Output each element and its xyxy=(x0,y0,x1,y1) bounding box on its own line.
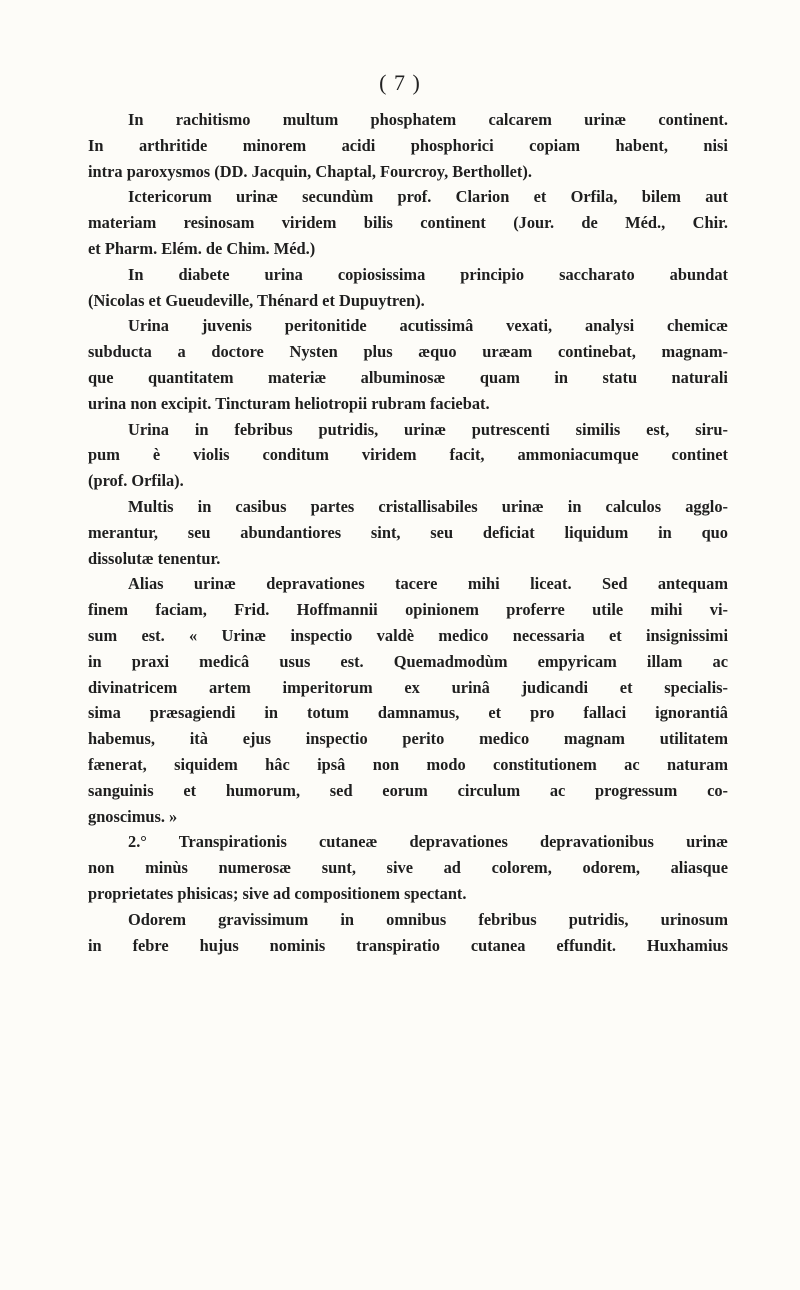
text-line: finem faciam, Frid. Hoffmannii opinionem proferre utile mihi vi- xyxy=(88,600,728,620)
text-line: Urina juvenis peritonitide acutissimâ vexati, analysi chemicæ xyxy=(128,316,728,336)
text-line: in praxi medicâ usus est. Quemadmodùm empyricam illam ac xyxy=(88,651,728,671)
text-line: divinatricem artem imperitorum ex urinâ judicandi et specialis- xyxy=(88,677,728,697)
text-line: dissolutæ tenentur. xyxy=(88,548,221,568)
text-line: sum est. « Urinæ inspectio valdè medico necessaria et insignissimi xyxy=(88,625,728,645)
text-line: (Nicolas et Gueudeville, Thénard et Dupuytren). xyxy=(88,290,425,310)
text-line: sanguinis et humorum, sed eorum circulum ac progressum co- xyxy=(88,780,728,800)
text-line: gnoscimus. » xyxy=(88,806,178,826)
text-line: sima præsagiendi in totum damnamus, et pro fallaci ignorantiâ xyxy=(88,703,728,723)
text-line: proprietates phisicas; sive ad compositionem spectant. xyxy=(88,883,467,903)
text-line: habemus, ità ejus inspectio perito medico magnam utilitatem xyxy=(88,729,728,749)
text-line: Urina in febribus putridis, urinæ putrescenti similis est, siru- xyxy=(128,419,728,439)
text-line: Alias urinæ depravationes tacere mihi liceat. Sed antequam xyxy=(128,574,728,594)
text-line: fænerat, siquidem hâc ipsâ non modo constitutionem ac naturam xyxy=(88,754,728,774)
text-line: 2.° Transpirationis cutaneæ depravationes depravationibus urinæ xyxy=(128,832,728,852)
text-line: et Pharm. Elém. de Chim. Méd.) xyxy=(88,238,316,258)
text-line: in febre hujus nominis transpiratio cutanea effundit. Huxhamius xyxy=(88,935,728,955)
text-line: non minùs numerosæ sunt, sive ad colorem, odorem, aliasque xyxy=(88,858,728,878)
text-line: In diabete urina copiosissima principio saccharato abundat xyxy=(128,264,728,284)
page-number: ( 7 ) xyxy=(379,70,421,95)
text-line: Ictericorum urinæ secundùm prof. Clarion et Orfila, bilem aut xyxy=(128,187,728,207)
body-text xyxy=(88,107,728,958)
text-line: (prof. Orfila). xyxy=(88,471,184,491)
text-line: Multis in casibus partes cristallisabiles urinæ in calculos agglo- xyxy=(128,496,728,516)
text-line: urina non excipit. Tincturam heliotropii rubram faciebat. xyxy=(88,393,490,413)
text-line: materiam resinosam viridem bilis continent (Jour. de Méd., Chir. xyxy=(88,213,728,233)
text-line: In arthritide minorem acidi phosphorici copiam habent, nisi xyxy=(88,135,728,155)
text-line: subducta a doctore Nysten plus æquo uræam continebat, magnam- xyxy=(88,342,728,362)
text-line: In rachitismo multum phosphatem calcarem urinæ continent. xyxy=(128,110,728,129)
text-line: intra paroxysmos (DD. Jacquin, Chaptal, Fourcroy, Berthollet). xyxy=(88,161,532,181)
text-line: que quantitatem materiæ albuminosæ quam in statu naturali xyxy=(88,367,728,387)
text-line: pum è violis conditum viridem facit, ammoniacumque continet xyxy=(88,445,728,465)
text-line: Odorem gravissimum in omnibus febribus putridis, urinosum xyxy=(128,909,728,929)
text-line: merantur, seu abundantiores sint, seu deficiat liquidum in quo xyxy=(88,522,728,542)
